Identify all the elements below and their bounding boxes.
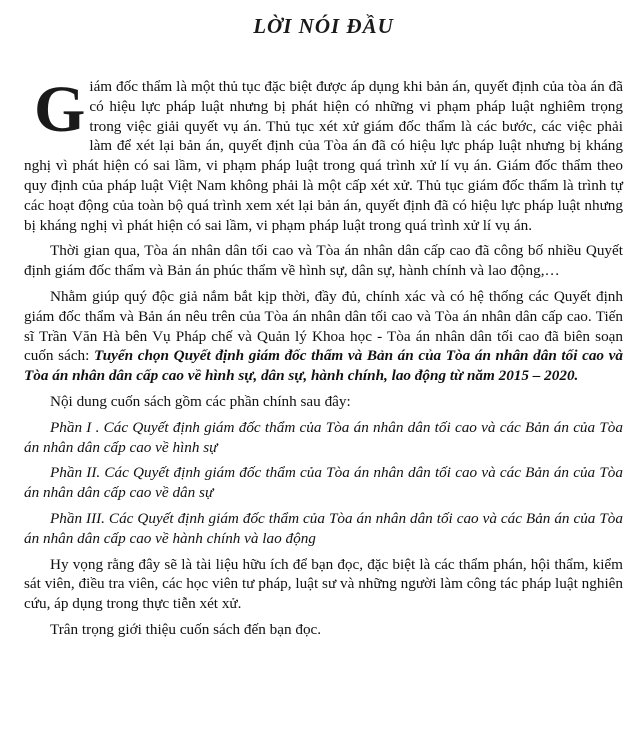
purpose-paragraph xyxy=(24,287,623,386)
hope-paragraph: Hy vọng rằng đây sẽ là tài liệu hữu ích để bạn đọc, đặc biệt là các thẩm phán, hội thẩm, kiểm sát viên, điều tra viên, các học viên tư pháp, luật sư và những người làm công tác pháp luật nghiên cứu, áp dụng trong thực tiễn xét xử. xyxy=(24,555,623,613)
intro-paragraph xyxy=(24,73,623,235)
contents-intro: Nội dung cuốn sách gồm các phần chính sau đây: xyxy=(50,392,351,410)
part-3-item: Phần III. Các Quyết định giám đốc thẩm của Tòa án nhân dân tối cao và các Bản án của Tòa án nhân dân cấp cao về hành chính và lao động xyxy=(24,509,623,547)
intro-paragraph-text: iám đốc thẩm là một thủ tục đặc biệt được áp dụng khi bản án, quyết định của tòa án đã có hiệu lực pháp luật nhưng bị phát hiện có những vi phạm pháp luật nghiêm trọng trong việc giải quyết vụ án. Thủ tục xét xử giám đốc thẩm là các bước, các việc phải làm để xét lại bản án, quyết định của Tòa án đã có hiệu lực pháp luật nhưng bị kháng nghị vì phát hiện có sai lầm, vi phạm pháp luật trong quá trình xử lí vụ án. Giám đốc thẩm theo quy định của pháp luật Việt Nam không phải là một cấp xét xử. Thủ tục giám đốc thẩm là trình tự các hoạt động của toàn bộ quá trình xem xét lại bản án, quyết định đã có hiệu lực pháp luật nhưng bị kháng nghị vì phát hiện có sai lầm, vi phạm pháp luật trong quá trình xử lí vụ án. xyxy=(24,78,623,234)
context-paragraph: Thời gian qua, Tòa án nhân dân tối cao và Tòa án nhân dân cấp cao đã công bố nhiều Quyết định giám đốc thẩm và Bản án phúc thẩm về hình sự, dân sự, hành chính và lao động,… xyxy=(24,242,623,280)
book-title: Tuyển chọn Quyết định giám đốc thẩm và Bản án của Tòa án nhân dân tối cao và Tòa án nhân dân cấp cao về hình sự, dân sự, hành chính, lao động từ năm 2015 – 2020. xyxy=(24,347,623,385)
part-2-item: Phần II. Các Quyết định giám đốc thẩm của Tòa án nhân dân tối cao và các Bản án của Tòa án nhân dân cấp cao về dân sự xyxy=(24,464,623,502)
closing-paragraph: Trân trọng giới thiệu cuốn sách đến bạn đọc. xyxy=(50,620,322,638)
page-title: LỜI NÓI ĐẦU xyxy=(253,14,394,38)
drop-cap-letter: G xyxy=(34,73,86,146)
purpose-paragraph-text: Nhằm giúp quý độc giả nắm bắt kịp thời, đầy đủ, chính xác và có hệ thống các Quyết định giám đốc thẩm và Bản án nêu trên của Tòa án nhân dân tối cao và Tòa án nhân dân cấp cao. Tiến sĩ Trần Văn Hà bên Vụ Pháp chế và Quản lý Khoa học - Tòa án nhân dân tối cao đã biên soạn cuốn sách: xyxy=(24,287,623,365)
part-1-item: Phần I . Các Quyết định giám đốc thẩm của Tòa án nhân dân tối cao và các Bản án của Tòa án nhân dân cấp cao về hình sự xyxy=(24,418,623,456)
